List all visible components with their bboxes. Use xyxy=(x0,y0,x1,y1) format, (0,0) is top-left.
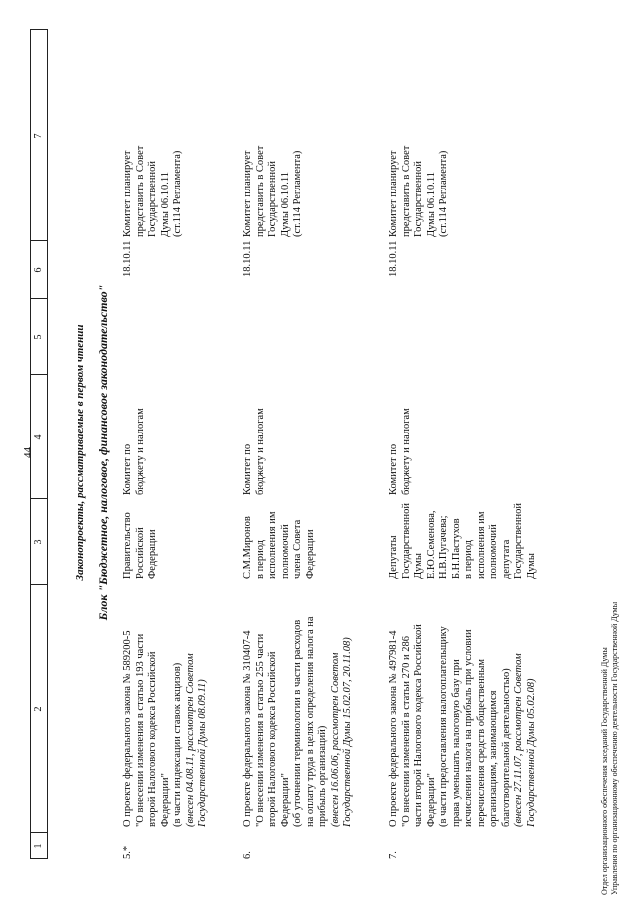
row-number: 6. xyxy=(242,851,253,859)
text-line: Государственной xyxy=(147,161,158,237)
text-line: перечисления средств общественным xyxy=(475,658,487,827)
responsible-committee xyxy=(242,375,267,495)
column-number: 1 xyxy=(33,843,44,849)
status xyxy=(122,125,185,237)
bill-author xyxy=(122,499,160,579)
bill-description xyxy=(242,605,355,827)
text-line: полномочий xyxy=(488,524,499,579)
text-line: исчислении налога на прибыль при условии xyxy=(463,629,474,827)
date: 18.10.11 xyxy=(242,240,253,277)
text-line: Думы xyxy=(413,553,424,579)
text-line: Комитет планирует xyxy=(122,150,133,237)
text-line: Федерации" xyxy=(279,773,291,827)
text-line: Федерации" xyxy=(425,773,437,827)
column-number: 4 xyxy=(33,434,44,440)
text-line: второй Налогового кодекса Российской xyxy=(147,651,158,827)
text-line: (в части индексации ставок акцизов) xyxy=(172,662,183,827)
text-line: (ст.114 Регламента) xyxy=(438,150,449,237)
text-line: Государственной xyxy=(400,503,412,579)
text-line: (ст.114 Регламента) xyxy=(172,150,183,237)
text-line: (в части предоставления налогоплательщику xyxy=(438,626,449,827)
text-line: "О внесении изменений в статьи 270 и 286 xyxy=(400,636,412,827)
text-line: члена Совета xyxy=(292,519,303,579)
text-line: благотворительной деятельностью) xyxy=(500,668,512,827)
text-line: полномочий xyxy=(279,524,291,579)
text-line: О проекте федерального закона № 310407-4 xyxy=(242,630,253,827)
text-line: представить в Совет xyxy=(400,145,412,237)
section-title: Законопроекты, рассматриваемые в первом чтении xyxy=(74,324,86,581)
text-line: исполнения им xyxy=(475,511,487,579)
column-number: 3 xyxy=(33,539,44,545)
text-line: в период xyxy=(254,539,266,579)
text-line: Федерации" xyxy=(159,773,171,827)
text-line: Государственной xyxy=(513,503,524,579)
date: 18.10.11 xyxy=(122,240,133,277)
text-line: С.М.Миронов xyxy=(242,516,253,579)
column-number: 6 xyxy=(33,267,44,273)
column-number: 2 xyxy=(33,706,44,712)
page-number: 44 xyxy=(22,447,34,458)
text-line: Российской xyxy=(134,527,146,579)
text-line: бюджету и налогам xyxy=(134,408,146,495)
text-line: организациям, занимающимся xyxy=(488,690,499,827)
text-line: Думы xyxy=(525,553,537,579)
text-line: О проекте федерального закона № 589200-5 xyxy=(122,630,133,827)
text-line: Комитет по xyxy=(242,443,253,495)
text-line: (внесен 04.08.11, рассмотрен Советом xyxy=(184,653,196,827)
text-line: (внесен 27.11.07, рассмотрен Советом xyxy=(513,653,524,827)
row-number: 7. xyxy=(388,851,399,859)
text-line: "О внесении изменения в статью 193 части xyxy=(134,633,146,827)
block-title: Блок "Бюджетное, налоговое, финансовое законодательство" xyxy=(96,284,110,621)
date: 18.10.11 xyxy=(388,240,399,277)
text-line: исполнения им xyxy=(267,511,278,579)
bill-description xyxy=(122,605,210,827)
text-line: Комитет планирует xyxy=(242,150,253,237)
text-line: Думы 06.10.11 xyxy=(159,172,171,237)
responsible-committee xyxy=(388,375,413,495)
footer xyxy=(600,602,620,895)
text-line: Н.В.Пугачева; xyxy=(438,515,449,579)
text-line: Государственной xyxy=(413,161,424,237)
text-line: (внесен 16.06.06, рассмотрен Советом xyxy=(329,652,341,827)
bill-author xyxy=(388,499,538,579)
column-number: 7 xyxy=(33,133,44,139)
text-line: Комитет по xyxy=(122,443,133,495)
text-line: Комитет по xyxy=(388,443,399,495)
text-line: Б.Н.Пастухов xyxy=(450,518,462,579)
text-line: Государственной Думы 15.02.07, 20.11.08) xyxy=(342,637,353,827)
footer-line: Управления по организационному обеспечению деятельности Государственной Думы xyxy=(610,601,619,895)
text-line: Думы 06.10.11 xyxy=(425,172,437,237)
text-line: Государственной Думы 08.09.11) xyxy=(197,679,208,827)
column-header-row xyxy=(30,29,48,859)
text-line: права уменьшать налоговую базу при xyxy=(450,659,462,827)
status xyxy=(388,125,451,237)
text-line: части второй Налогового кодекса Российской xyxy=(413,624,424,827)
text-line: Государственной Думы 05.02.08) xyxy=(525,678,537,827)
text-line: Федерации xyxy=(147,529,158,579)
responsible-committee xyxy=(122,375,147,495)
row-number: 5.* xyxy=(122,845,133,859)
text-line: Е.Ю.Семенова, xyxy=(425,510,437,579)
text-line: представить в Совет xyxy=(134,145,146,237)
footer-line: Отдел организационного обеспечения заседаний Государственной Думы xyxy=(600,647,609,895)
text-line: Федерации xyxy=(304,529,316,579)
text-line: представить в Совет xyxy=(254,145,266,237)
text-line: бюджету и налогам xyxy=(400,408,412,495)
text-line: второй Налогового кодекса Российской xyxy=(267,651,278,827)
text-line: бюджету и налогам xyxy=(254,408,266,495)
bill-author xyxy=(242,499,317,579)
text-line: (ст.114 Регламента) xyxy=(292,150,303,237)
text-line: Думы 06.10.11 xyxy=(279,172,291,237)
bill-description xyxy=(388,605,538,827)
text-line: Комитет планирует xyxy=(388,150,399,237)
text-line: "О внесении изменения в статью 255 части xyxy=(254,633,266,827)
text-line: депутата xyxy=(500,539,512,579)
text-line: на оплату труда в целях определения налога на xyxy=(304,616,316,827)
column-number: 5 xyxy=(33,334,44,340)
text-line: Депутаты xyxy=(388,535,399,579)
text-line: (об уточнении терминологии в части расходов xyxy=(292,619,303,827)
text-line: Государственной xyxy=(267,161,278,237)
text-line: прибыль организаций) xyxy=(317,725,328,827)
text-line: О проекте федерального закона № 497981-4 xyxy=(388,630,399,827)
text-line: в период xyxy=(463,539,474,579)
status xyxy=(242,125,305,237)
text-line: Правительство xyxy=(122,512,133,579)
